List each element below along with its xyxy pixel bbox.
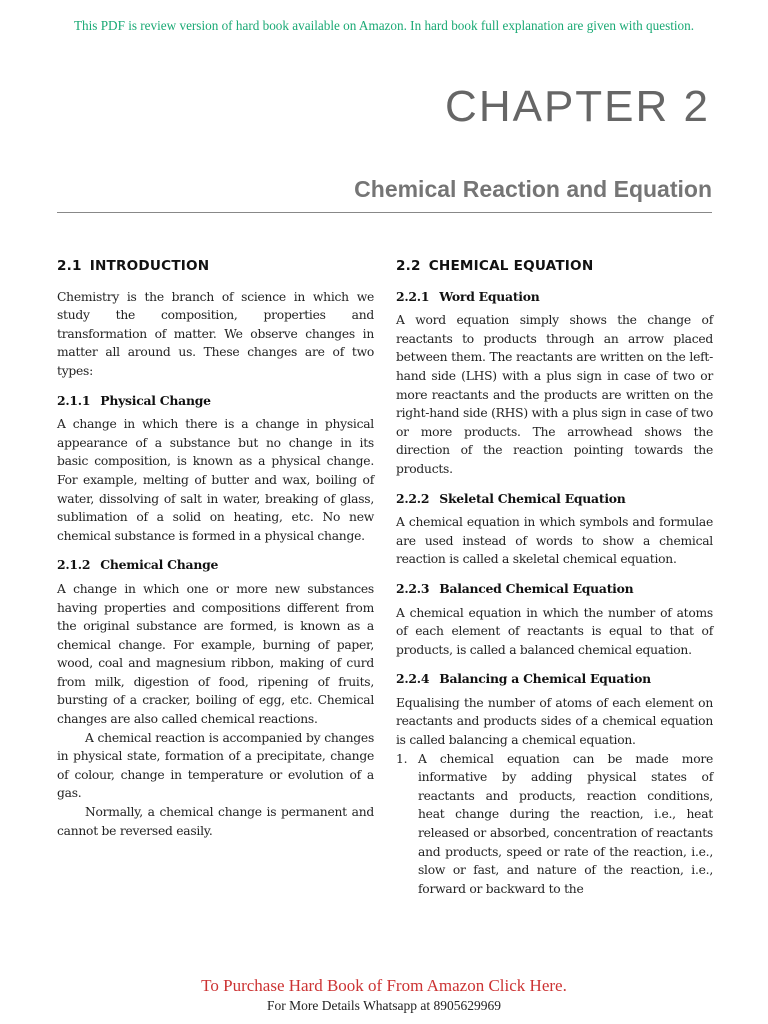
- subsection-number: 2.2.1: [396, 288, 430, 304]
- list-marker: 1.: [396, 751, 408, 766]
- section-title: CHEMICAL EQUATION: [428, 258, 594, 274]
- subsection-number: 2.2.3: [396, 580, 430, 596]
- section-title: INTRODUCTION: [89, 258, 210, 274]
- subsection-title: Skeletal Chemical Equation: [439, 490, 626, 506]
- word-equation-paragraph: A word equation simply shows the change of reactants to products through an arrow placed between them. The reactants are written on the left-hand side (LHS) with a plus sign in case of two or more reactants and the products are written on the right-hand side (RHS) with a plus sign in case of two or more products. The arrowhead shows the direction of the reaction pointing towards the products.: [396, 313, 713, 476]
- skeletal-equation-paragraph: A chemical equation in which symbols and formulae are used instead of words to show a chemical reaction is called a skeletal chemical equation.: [396, 515, 713, 567]
- chapter-number: CHAPTER 2: [445, 82, 710, 131]
- subsection-heading-skeletal-equation: [396, 490, 713, 509]
- contact-line: For More Details Whatsapp at 8905629969: [266, 998, 502, 1013]
- review-notice: This PDF is review version of hard book available on Amazon. In hard book full explanation are given with question.: [73, 18, 695, 33]
- physical-change-paragraph: A change in which there is a change in physical appearance of a substance but no change in its basic composition, is known as a physical change. For example, melting of butter and wax, boiling of water, dissolving of salt in water, breaking of glass, sublimation of a solid on heating, etc. No new chemical substance is formed in a physical change.: [57, 417, 374, 543]
- subsection-heading-physical-change: [57, 392, 374, 411]
- subsection-title: Balanced Chemical Equation: [439, 580, 634, 596]
- balancing-list: [396, 750, 713, 899]
- section-heading-introduction: [57, 257, 374, 276]
- section-number: 2.1: [57, 258, 82, 274]
- subsection-heading-balancing-equation: [396, 670, 713, 689]
- subsection-number: 2.2.2: [396, 490, 430, 506]
- balancing-equation-paragraph: Equalising the number of atoms of each element on reactants and products sides of a chemical equation is called balancing a chemical equation.: [396, 695, 713, 748]
- subsection-heading-word-equation: [396, 288, 713, 307]
- subsection-heading-chemical-change: [57, 556, 374, 575]
- subsection-number: 2.1.2: [57, 557, 91, 573]
- section-number: 2.2: [396, 258, 421, 274]
- subsection-number: 2.1.1: [57, 392, 91, 408]
- subsection-title: Balancing a Chemical Equation: [439, 671, 651, 687]
- purchase-link[interactable]: To Purchase Hard Book of From Amazon Click Here.: [201, 976, 567, 995]
- chapter-title: Chemical Reaction and Equation: [354, 176, 712, 202]
- chemical-reaction-paragraph: A chemical reaction is accompanied by changes in physical state, formation of a precipitate, change of colour, change in temperature or evolution of a gas.: [57, 730, 374, 801]
- balanced-equation-paragraph: A chemical equation in which the number of atoms of each element of reactants is equal to that of products, is called a balanced chemical equation.: [396, 605, 713, 657]
- left-column: [57, 257, 374, 840]
- subsection-title: Chemical Change: [100, 557, 219, 573]
- introduction-paragraph: Chemistry is the branch of science in which we study the composition, properties and transformation of matter. We observe changes in matter all around us. These changes are of two types:: [57, 289, 374, 378]
- section-heading-chemical-equation: [396, 257, 713, 276]
- subsection-heading-balanced-equation: [396, 580, 713, 599]
- right-column: [396, 257, 713, 898]
- subsection-title: Word Equation: [439, 288, 540, 304]
- subsection-title: Physical Change: [100, 392, 211, 408]
- list-item-text: A chemical equation can be made more informative by adding physical states of reactants and products, reaction conditions, heat change during the reaction, i.e., heat released or absorbed, concentration of reactants and products, speed or rate of the reaction, i.e., slow or fast, and nature of the reaction, i.e., forward or backward to the: [418, 751, 713, 896]
- list-item: [396, 750, 713, 899]
- subsection-number: 2.2.4: [396, 671, 430, 687]
- permanent-change-paragraph: Normally, a chemical change is permanent and cannot be reversed easily.: [57, 805, 374, 838]
- chemical-change-paragraph: A change in which one or more new substances having properties and compositions different from the original substance are formed, is known as a chemical change. For example, burning of paper, wood, coal and magnesium ribbon, making of curd from milk, digestion of food, ripening of fruits, bursting of a cracker, boiling of egg, etc. Chemical changes are also called chemical reactions.: [57, 581, 374, 727]
- header-divider: [57, 212, 712, 213]
